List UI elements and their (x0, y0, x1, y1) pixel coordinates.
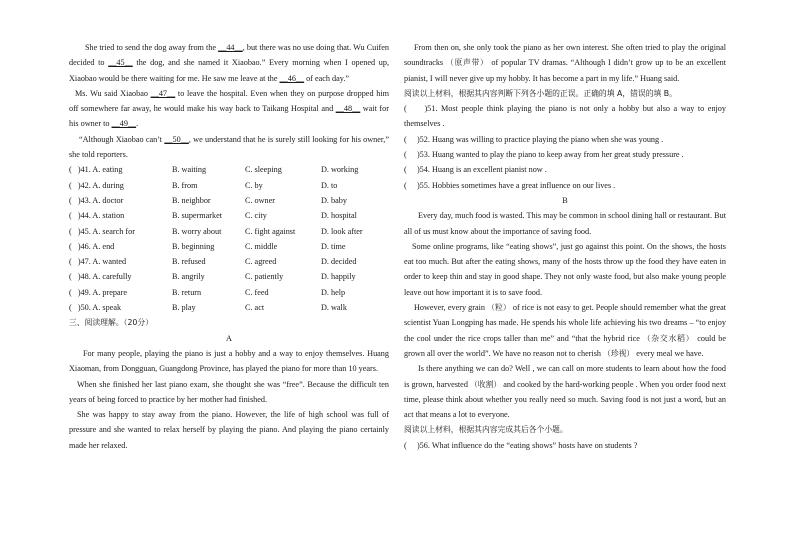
option-d: D. hospital (321, 211, 357, 221)
text-run: , we understand that he is surely still looking for his owner,” she told reporters. (69, 134, 389, 160)
option-row (69, 254, 389, 269)
option-c: C. sleeping (245, 165, 282, 175)
option-d: D. time (321, 241, 346, 251)
option-c: C. city (245, 211, 267, 221)
passage-b-paragraph-4 (404, 361, 726, 422)
option-c: C. owner (245, 195, 276, 205)
text-run: From then on, she only took the piano as her own interest. She often tried to play the original soundtracks (404, 43, 726, 68)
option-d: D. working (321, 165, 359, 175)
section-heading-reading: 三、阅读理解。（20分） (69, 318, 153, 328)
option-d: D. to (321, 180, 338, 190)
chinese-gloss: （珍视） (603, 348, 635, 358)
text-run: Is there anything we can do? Well , we can call on more students to learn about how the food is grown, harvested (404, 364, 726, 389)
option-b: B. refused (172, 257, 206, 267)
option-b: B. beginning (172, 241, 215, 251)
passage-b-paragraph-3 (404, 300, 726, 361)
text-run: the dog, and she named it Xiaobao.” Every morning when I opened up, Xiaobao would be there waiting for me. He saw me leave at the (69, 58, 390, 83)
text-run: However, every grain (414, 303, 488, 313)
option-b: B. waiting (172, 165, 207, 175)
option-b: B. worry about (172, 226, 222, 236)
text-run: “Although Xiaobao can’t (79, 134, 165, 144)
text-run: every meal we have. (634, 348, 704, 358)
tf-question-55: ( )55. Hobbies sometimes have a great influence on our lives . (404, 180, 616, 190)
option-a: ( )42. A. during (69, 180, 124, 190)
text-run: and cooked by the hard-working people . When you order food next time, please think about whether you really need so much. Saving food is not just a word, but an act that means a lot to everyone. (404, 379, 726, 420)
option-d: D. happily (321, 272, 356, 282)
instruction-true-false: 阅读以上材料，根据其内容判断下列各小题的正误。正确的填 A，错误的填 B。 (404, 88, 677, 98)
option-b: B. from (172, 180, 198, 190)
text-run: Ms. Wu said Xiaobao (75, 88, 151, 98)
cloze-options (69, 162, 389, 315)
right-column (404, 40, 726, 453)
option-c: C. patiently (245, 272, 284, 282)
option-b: B. supermarket (172, 211, 223, 221)
option-b: B. angrily (172, 272, 205, 282)
cloze-paragraph-2 (69, 86, 389, 132)
option-row (69, 300, 389, 315)
passage-b-paragraph-1: Every day, much food is wasted. This may be common in school dining hall or restaurant. But all of us must know about the importance of saving food. (404, 211, 726, 236)
blank-45: __45__ (108, 58, 133, 68)
text-run: to leave the hospital. Even when they on purpose dropped him off somewhere far away, he would make his way back to Taikang Hospital and (69, 88, 389, 114)
option-c: C. by (245, 180, 263, 190)
option-row (69, 224, 389, 239)
chinese-gloss: （杂交水稻） (642, 333, 695, 343)
passage-a-title: A (226, 333, 232, 343)
option-row (69, 208, 389, 223)
option-row (69, 193, 389, 208)
option-row (69, 269, 389, 284)
option-d: D. walk (321, 303, 347, 313)
option-a: ( )49. A. prepare (69, 287, 127, 297)
option-a: ( )45. A. search for (69, 226, 135, 236)
text-run: She tried to send the dog away from the (85, 43, 219, 52)
option-a: ( )48. A. carefully (69, 272, 132, 282)
blank-48: __48__ (335, 104, 361, 114)
passage-b-title: B (562, 195, 568, 205)
option-a: ( )47. A. wanted (69, 257, 127, 267)
passage-a-paragraph-2: When she finished her last piano exam, she thought she was “free”. Because the difficult ten years of being forced to practice by her mother had finished. (69, 379, 389, 404)
option-c: C. act (245, 303, 265, 313)
tf-question-52: ( )52. Huang was willing to practice playing the piano when she was young . (404, 134, 664, 144)
text-run: , but there was no use doing that. Wu Cuifen decided to (69, 43, 390, 68)
passage-a-paragraph-1: For many people, playing the piano is just a hobby and a way to enjoy themselves. Huang Xiaoman, from Dongguan, Guangdong Province, has played the piano for more than 10 years. (69, 348, 389, 374)
cloze-paragraph-1 (69, 40, 389, 86)
option-d: D. look after (321, 226, 363, 236)
option-d: D. baby (321, 195, 347, 205)
blank-47: __47__ (150, 88, 176, 98)
blank-50: __50__ (164, 134, 189, 144)
text-run: of rice is not easy to get. People should remember what the great scientist Yuan Longping has made. He spends his whole life achieving his two dreams – “to enjoy the cool under the rice crops taller than me” and “that the hybrid rice (404, 303, 726, 343)
option-b: B. play (172, 303, 196, 313)
option-row (69, 239, 389, 254)
passage-a-paragraph-4 (404, 40, 726, 86)
option-a: ( )43. A. doctor (69, 195, 124, 205)
chinese-gloss: （粒） (487, 303, 511, 313)
left-column (69, 40, 389, 453)
blank-46: __46__ (279, 73, 305, 83)
option-b: B. neighbor (172, 195, 211, 205)
chinese-gloss: （原声带） (445, 58, 489, 68)
question-56: ( )56. What influence do the “eating shows” hosts have on students ? (404, 440, 638, 450)
option-row (69, 162, 389, 177)
blank-44: __44__ (218, 43, 243, 52)
option-row (69, 285, 389, 300)
text-run: wait for his owner to (69, 104, 389, 129)
text-run: could be grown all over the world”. We have no reason not to cherish (404, 333, 726, 358)
blank-49: __49__ (111, 119, 137, 129)
tf-question-53: ( )53. Huang wanted to play the piano to keep away from her great study pressure . (404, 150, 684, 160)
passage-b-paragraph-2: Some online programs, like “eating shows”, just go against this point. On the shows, the hosts eat too much. But after the eating shows, many of the hosts throw up the food they have eaten in order to keep thin and stay in good shape. They not only waste food, but also make young people leave out how important it is to save food. (404, 241, 726, 297)
option-a: ( )50. A. speak (69, 303, 122, 313)
tf-question-51: ( )51. Most people think playing the piano is not only a hobby but also a way to enjoy themselves . (404, 104, 726, 129)
option-c: C. middle (245, 241, 278, 251)
option-d: D. help (321, 287, 346, 297)
option-a: ( )44. A. station (69, 211, 125, 221)
instruction-answer: 阅读以上材料，根据其内容完成其后各个小题。 (404, 425, 568, 435)
option-a: ( )46. A. end (69, 241, 115, 251)
option-a: ( )41. A. eating (69, 165, 123, 175)
option-c: C. agreed (245, 257, 277, 267)
text-run: . (136, 119, 139, 129)
text-run: of each day.” (304, 73, 350, 83)
option-c: C. feed (245, 287, 269, 297)
option-row (69, 178, 389, 193)
option-b: B. return (172, 287, 202, 297)
cloze-paragraph-3 (69, 132, 389, 163)
option-c: C. fight against (245, 226, 296, 236)
passage-a-paragraph-3: She was happy to stay away from the piano. However, the life of high school was full of pressure and she wanted to relax herself by playing the piano. And playing the piano certainly made her relaxed. (69, 410, 389, 450)
option-d: D. decided (321, 257, 357, 267)
text-run: of popular TV dramas. “Although I didn’t grow up to be an excellent pianist, I will never give up my hobby. It has become a part in my life.” Huang said. (404, 58, 726, 83)
tf-question-54: ( )54. Huang is an excellent pianist now . (404, 165, 547, 175)
chinese-gloss: （收割） (469, 379, 502, 389)
